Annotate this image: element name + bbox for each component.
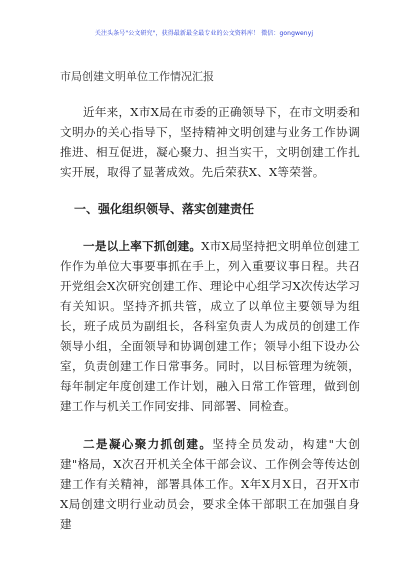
document-page [60,68,360,534]
item2-lead: 二是凝心聚力抓创建。 [83,437,213,451]
item2-paragraph [60,434,360,534]
item1-lead: 一是以上率下抓创建。 [83,239,202,253]
intro-paragraph: 近年来，X市X局在市委的正确领导下，在市文明委和文明办的关心指导下，坚持精神文明创建与业务工作协调推进、相互促进，凝心聚力、担当实干，文明创建工作扎实开展，取得了显著成效。先后荣获X、X等荣誉。 [60,105,360,179]
item1-body: X市X局坚持把文明单位创建工作作为单位大事要事抓在手上，列入重要议事日程。共召开党组会X次研究创建工作、理论中心组学习X次传达学习有关知识。坚持齐抓共管，成立了以单位主要领导为组长，班子成员为副组长，各科室负责人为成员的创建工作领导小组，全面领导和协调创建工作；领导小组下设办公室，负责创建工作日常事务。同时，以目标管理为统领，每年制定年度创建工作计划，融入日常工作管理，做到创建工作与机关工作同安排、同部署、同检查。 [60,239,360,413]
item2-body: 坚持全员发动，构建"大创建"格局，X次召开机关全体干部会议、工作例会等传达创建工作有关精神，部署具体工作。X年X月X日，召开X市X局创建文明行业动员会，要求全体干部职工在加强自身建 [60,437,360,531]
promo-banner: 关注头条号"公文研究"，获得最新最全最专业的公文资料库！ 微信：gongwenyj [94,30,314,37]
item1-paragraph [60,236,360,416]
document-title: 市局创建文明单位工作情况汇报 [60,70,214,83]
section-heading: 一、强化组织领导、落实创建责任 [74,202,255,216]
